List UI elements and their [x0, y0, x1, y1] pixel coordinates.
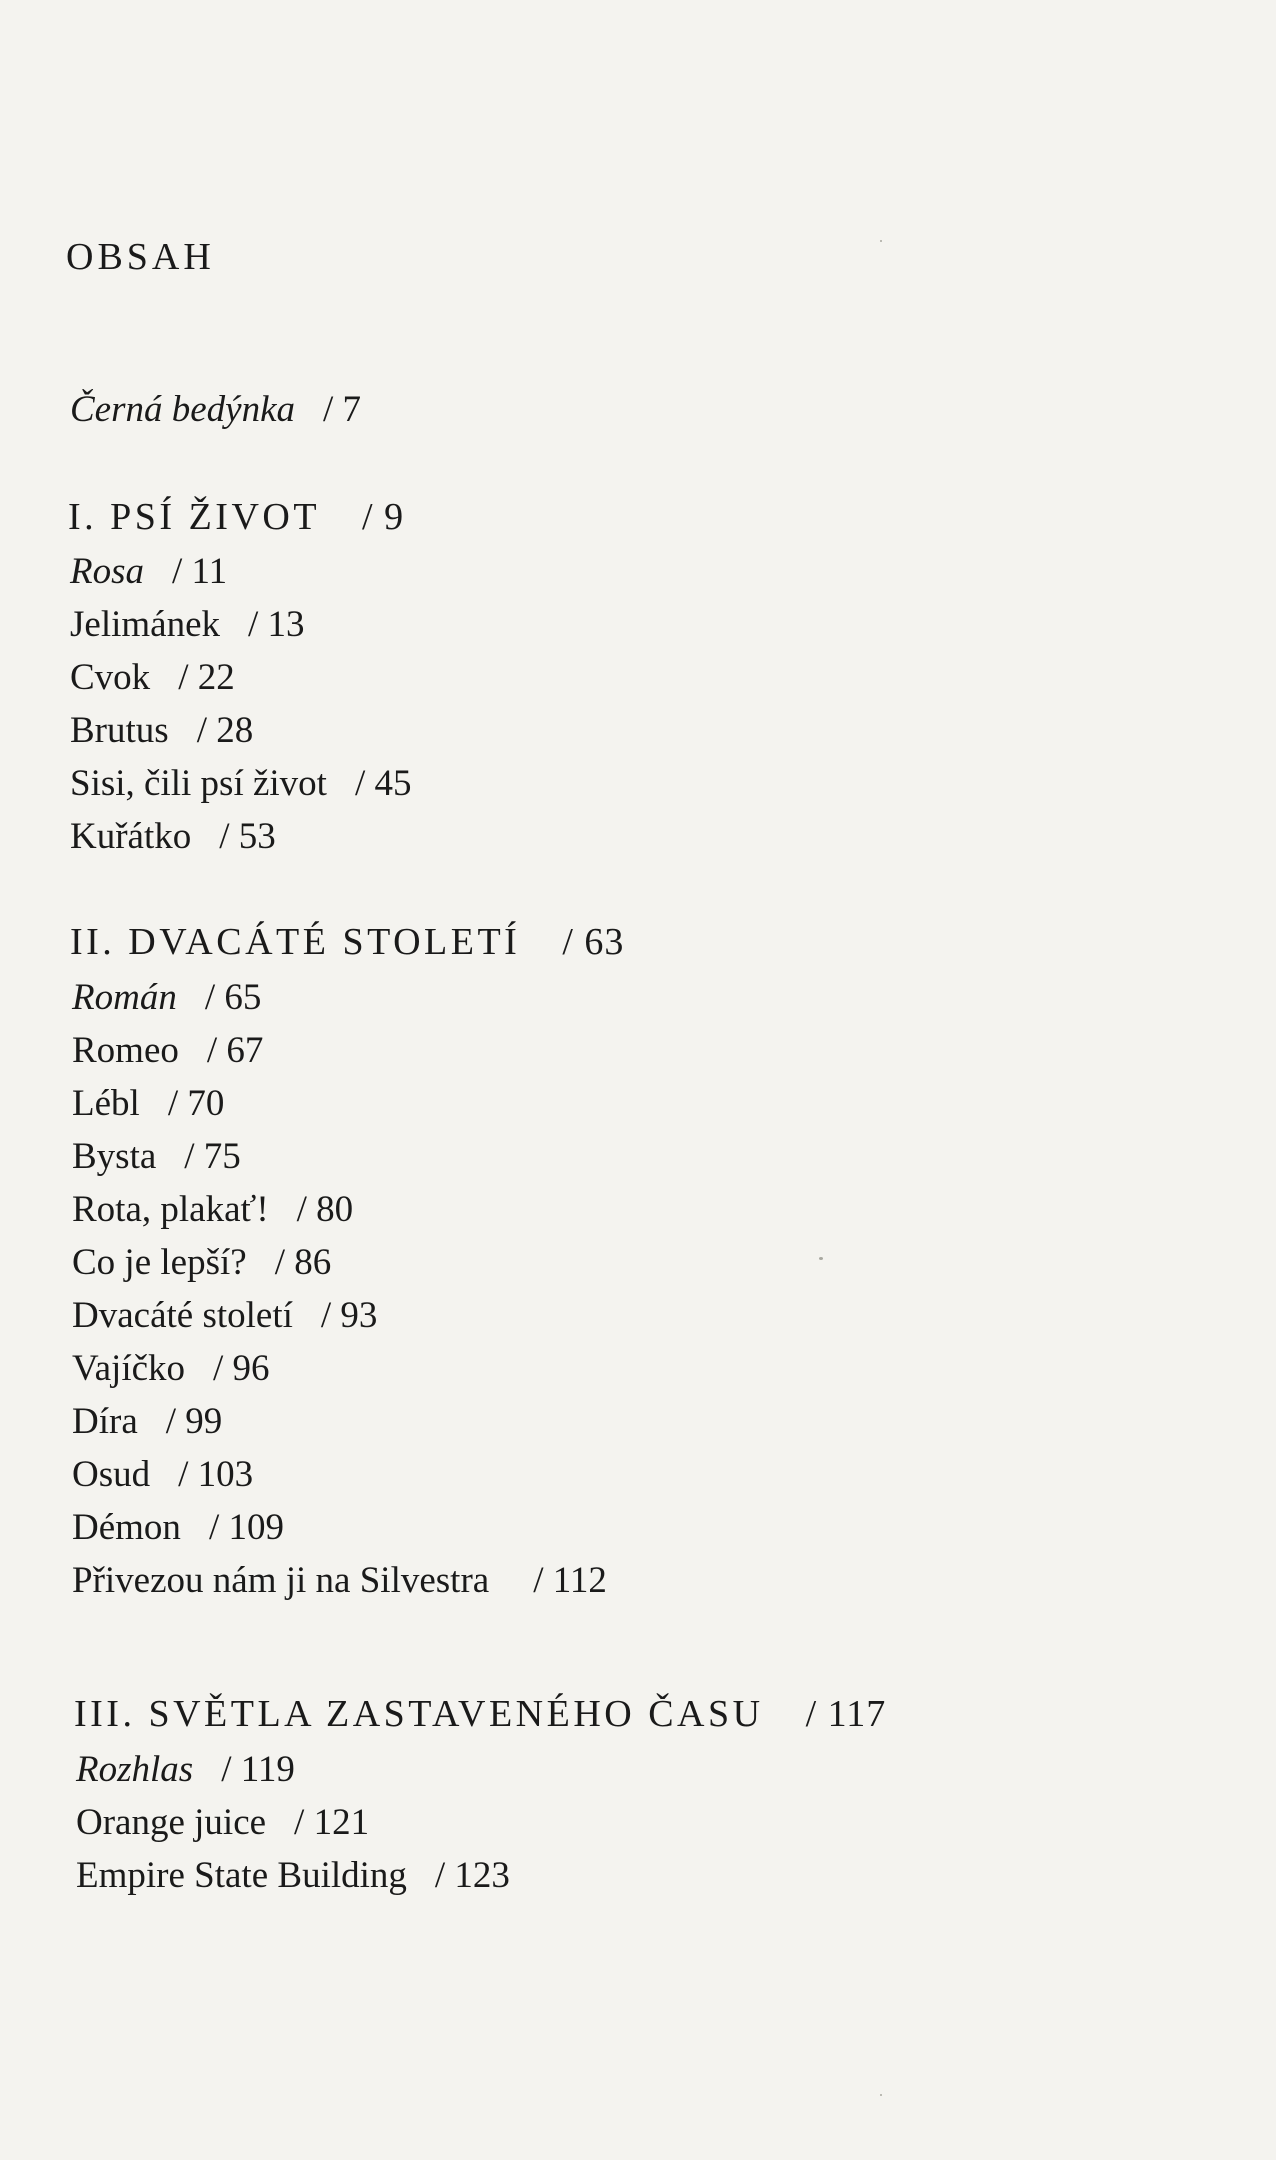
- toc-entry: [72, 1244, 331, 1281]
- toc-entry-label: Osud: [72, 1454, 151, 1495]
- section-heading-page: / 63: [562, 921, 625, 963]
- toc-entry-label: Rozhlas: [76, 1749, 194, 1790]
- toc-entry-label: Sisi, čili psí život: [70, 763, 327, 804]
- toc-entry-label: Rosa: [70, 551, 144, 592]
- toc-entry: [72, 1085, 224, 1122]
- section-heading-2: [70, 923, 624, 961]
- paper-speck: [880, 2094, 882, 2096]
- toc-entry: [72, 1350, 270, 1387]
- toc-entry: [76, 1857, 510, 1894]
- toc-entry-page: / 123: [434, 1855, 510, 1896]
- section-heading-label: II. DVACÁTÉ STOLETÍ: [70, 921, 521, 963]
- toc-entry: [72, 1403, 222, 1440]
- toc-entry-label: Dvacáté století: [72, 1295, 293, 1336]
- toc-entry: [70, 712, 253, 749]
- toc-entry-label: Cvok: [70, 657, 151, 698]
- toc-entry-label: Romeo: [72, 1030, 179, 1071]
- toc-entry-page: / 45: [354, 763, 412, 804]
- section-heading-label: III. SVĚTLA ZASTAVENÉHO ČASU: [74, 1693, 764, 1735]
- toc-entry-page: / 93: [320, 1295, 378, 1336]
- toc-entry: [70, 659, 235, 696]
- toc-entry: [72, 1509, 284, 1546]
- toc-entry-label: Kuřátko: [70, 816, 192, 857]
- toc-entry-page: / 103: [178, 1454, 254, 1495]
- section-heading-page: / 117: [805, 1693, 887, 1735]
- toc-entry-page: / 67: [206, 1030, 264, 1071]
- toc-entry-page: / 53: [219, 816, 276, 857]
- toc-entry-page: / 7: [323, 389, 362, 430]
- toc-entry: [72, 1191, 353, 1228]
- section-heading-3: [74, 1695, 886, 1733]
- toc-entry-label: Empire State Building: [76, 1855, 407, 1896]
- toc-entry-page: / 65: [204, 977, 262, 1018]
- toc-entry-label: Román: [72, 977, 177, 1018]
- toc-entry-label: Jelimánek: [70, 604, 221, 645]
- toc-entry-label: Co je lepší?: [72, 1242, 247, 1283]
- toc-entry-page: / 121: [294, 1802, 370, 1843]
- toc-entry: [76, 1804, 369, 1841]
- toc-entry-page: / 28: [196, 710, 254, 751]
- toc-entry: [70, 818, 276, 855]
- toc-entry: [76, 1751, 295, 1788]
- section-heading-1: [68, 498, 404, 536]
- section-heading-page: / 9: [362, 496, 405, 538]
- page-title: OBSAH: [66, 236, 215, 278]
- toc-entry-label: Lébl: [72, 1083, 140, 1124]
- toc-entry: [70, 553, 227, 590]
- toc-entry-page: / 86: [274, 1242, 332, 1283]
- toc-entry-page: / 112: [533, 1560, 607, 1601]
- toc-entry-label: Brutus: [70, 710, 169, 751]
- toc-entry: [72, 1456, 253, 1493]
- toc-entry: [72, 1562, 607, 1599]
- toc-entry: [72, 1032, 263, 1069]
- toc-entry-page: / 70: [167, 1083, 225, 1124]
- toc-entry-page: / 13: [248, 604, 305, 645]
- toc-entry-page: / 109: [208, 1507, 284, 1548]
- section-heading-label: I. PSÍ ŽIVOT: [68, 496, 321, 538]
- toc-entry-label: Démon: [72, 1507, 181, 1548]
- toc-entry-label: Přivezou nám ji na Silvestra: [72, 1560, 490, 1601]
- toc-entry-label: Rota, plakať!: [72, 1189, 269, 1230]
- toc-entry-page: / 99: [165, 1401, 223, 1442]
- toc-entry-page: / 22: [178, 657, 235, 698]
- toc-entry-label: Orange juice: [76, 1802, 267, 1843]
- toc-entry: [70, 765, 412, 802]
- toc-entry: [72, 979, 261, 1016]
- toc-entry-page: / 11: [172, 551, 228, 592]
- toc-entry-label: Černá bedýnka: [70, 389, 296, 430]
- paper-speck: [819, 1257, 823, 1260]
- toc-entry-label: Díra: [72, 1401, 138, 1442]
- paper-speck: [880, 240, 882, 242]
- toc-entry-label: Bysta: [72, 1136, 157, 1177]
- toc-entry-page: / 119: [221, 1749, 295, 1790]
- toc-entry: [70, 606, 305, 643]
- toc-entry: [72, 1138, 241, 1175]
- toc-entry-prologue: [70, 391, 361, 428]
- toc-entry-page: / 96: [213, 1348, 270, 1389]
- toc-entry-page: / 75: [184, 1136, 241, 1177]
- toc-entry-page: / 80: [296, 1189, 354, 1230]
- toc-entry-label: Vajíčko: [72, 1348, 186, 1389]
- toc-entry: [72, 1297, 377, 1334]
